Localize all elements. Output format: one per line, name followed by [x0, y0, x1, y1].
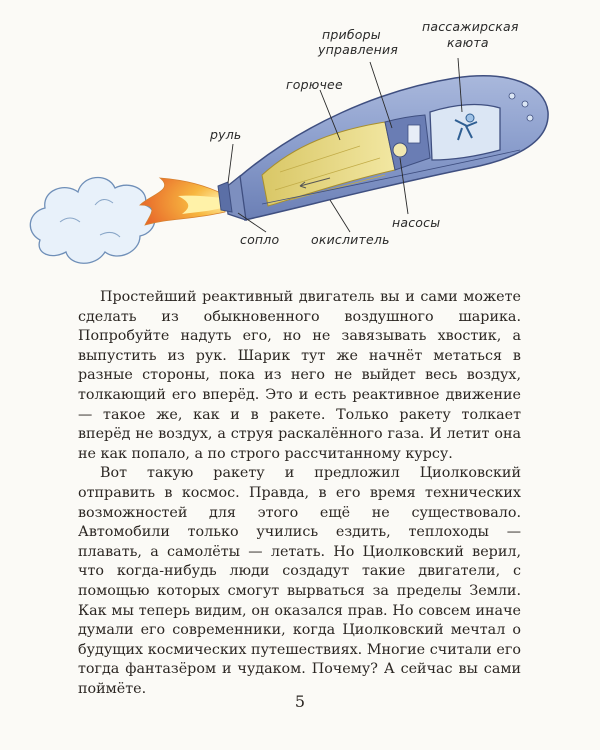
label-instruments-line1: приборы: [322, 27, 381, 42]
page-number: 5: [294, 692, 306, 711]
label-nozzle: сопло: [240, 232, 280, 247]
label-instruments-line2: управления: [318, 42, 399, 57]
label-rudder: руль: [210, 127, 242, 142]
label-fuel: горючее: [286, 77, 343, 92]
label-pumps: насосы: [392, 215, 441, 230]
exhaust-cloud: [30, 177, 155, 263]
paragraph-1: Простейший реактивный двигатель вы и сами можете сделать из обыкновенного воздушного шарика. Попробуйте надуть его, но не завязывать хвостик, а выпустить из рук. Шарик тут же начнёт метаться в разные стороны, пока из него не выйдет весь воздух, толкающий его вперёд. Это и есть реактивное движение — такое же, как и в ракете. Только ракету толкает вперёд не воздух, а струя раскалённого газа. И летит она не как попало, а по строго рассчитанному курсу.: [78, 289, 521, 462]
label-cabin-line1: пассажирская: [422, 19, 519, 34]
rocket-diagram: [0, 0, 600, 285]
paragraph-2: Вот такую ракету и предложил Циолковский отправить в космос. Правда, в его время технических возможностей для этого ещё не существовало. Автомобили только учились ездить, теплоходы — плавать, а самолёты — летать. Но Циолковский верил, что когда-нибудь люди создадут такие двигатели, с помощью которых смогут вырваться за пределы Земли. Как мы теперь видим, он оказался прав. Но совсем иначе думали его современники, когда Циолковский мечтал о будущих космических путешествиях. Многие считали его тогда фантазёром и чудаком. Почему? А сейчас вы сами поймёте.: [78, 465, 521, 697]
label-cabin-line2: каюта: [447, 35, 489, 50]
label-oxidizer: окислитель: [311, 232, 390, 247]
rocket-body: [218, 76, 548, 220]
body-text: [78, 288, 521, 699]
rocket-illustration: [0, 0, 600, 285]
exhaust-flame: [140, 178, 225, 225]
